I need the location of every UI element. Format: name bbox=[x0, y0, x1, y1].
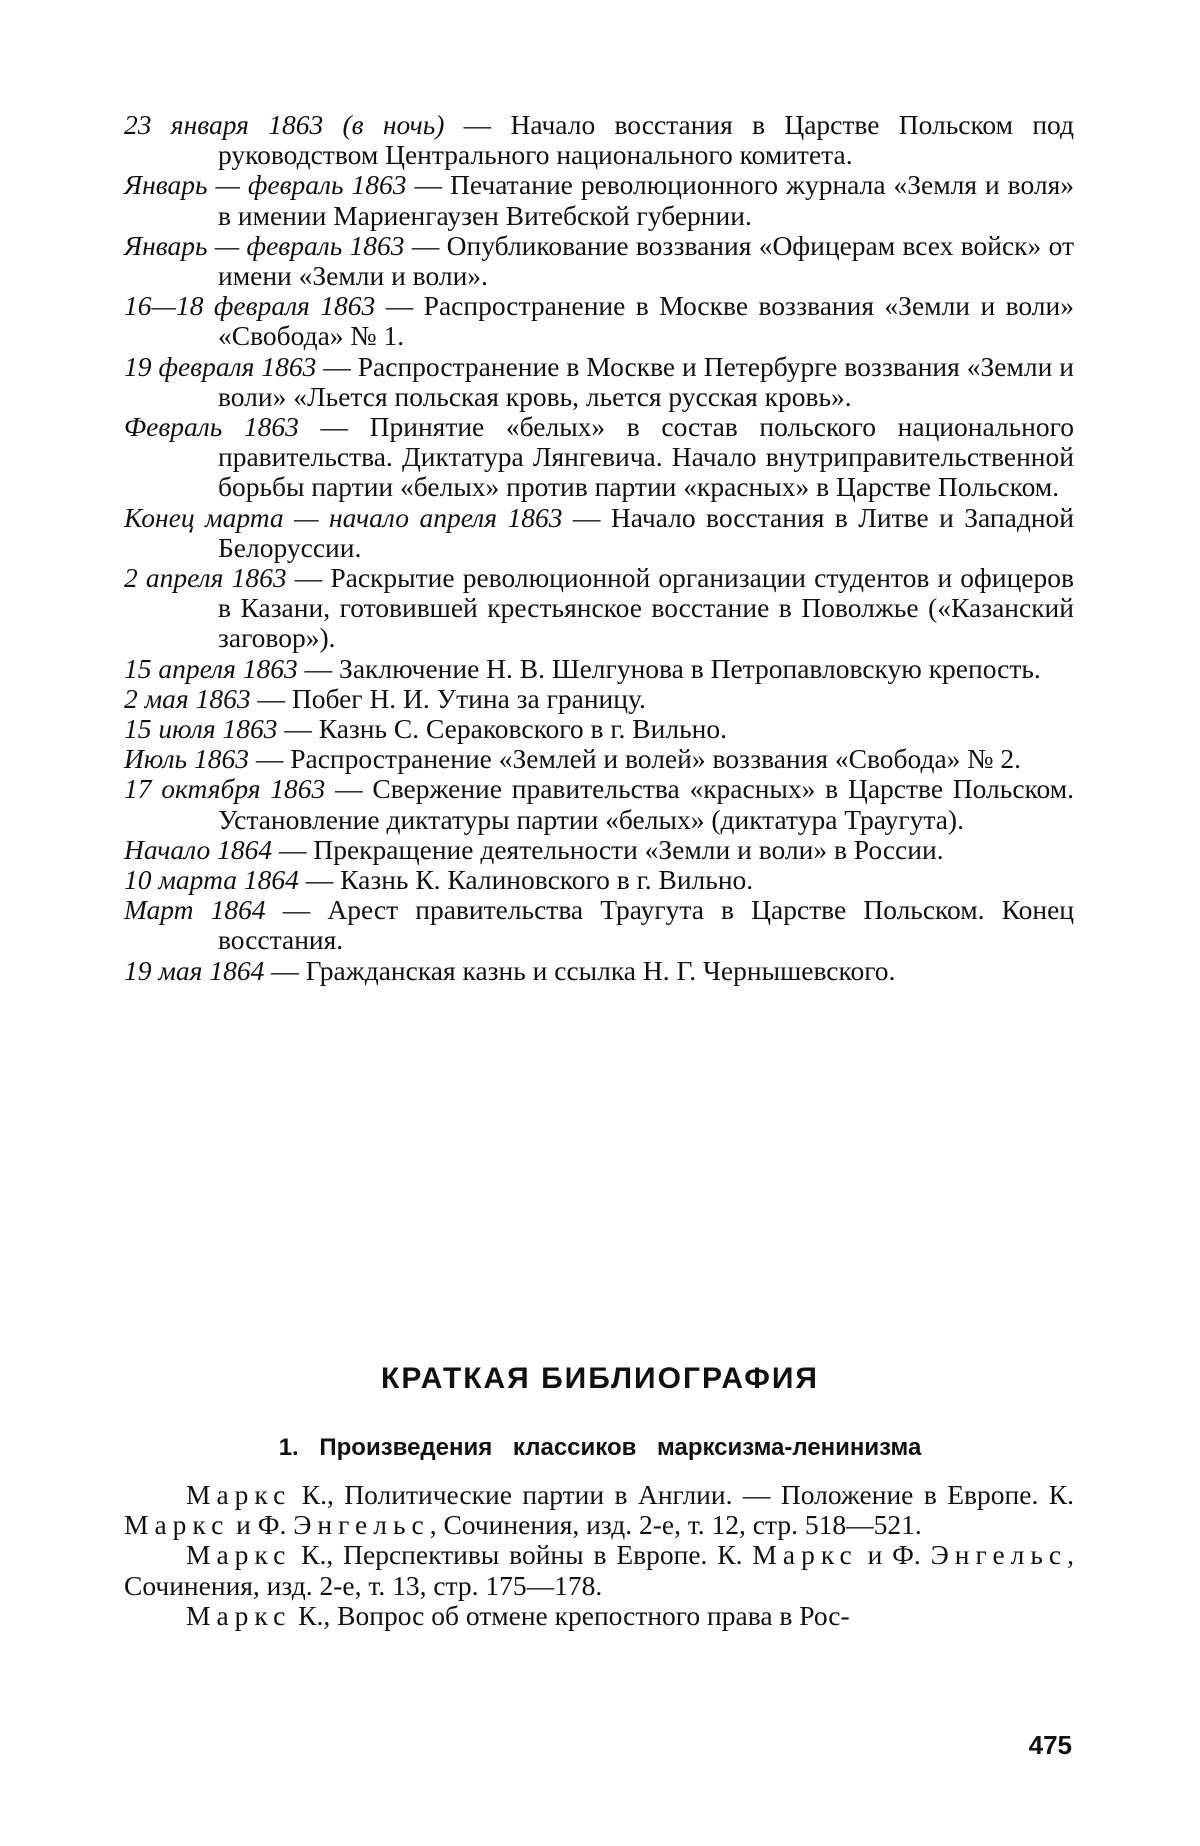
entry-text: — Распространение в Москве и Петербурге воззвания «Земли и воли» «Льется польская кровь, льется русская кровь». bbox=[218, 351, 1074, 412]
entry-date: 15 июля 1863 bbox=[124, 713, 277, 744]
bibliography-entry bbox=[124, 1480, 1074, 1540]
chronology-entry bbox=[124, 865, 1074, 895]
author-name: Энгельс bbox=[931, 1539, 1067, 1570]
chronology-list bbox=[124, 110, 1074, 986]
entry-text: — Принятие «белых» в состав польского национального правительства. Диктатура Лянгевича. Начало внутриправительственной борьбы партии «белых» против партии «красных» в Царстве Польском. bbox=[218, 411, 1074, 502]
entry-text: — Распространение «Землей и волей» воззвания «Свобода» № 2. bbox=[249, 743, 1021, 774]
entry-date: 2 мая 1863 bbox=[124, 683, 251, 714]
author-name: Маркс bbox=[752, 1539, 857, 1570]
entry-text: и Ф. bbox=[229, 1509, 293, 1540]
bibliography-entry bbox=[124, 1601, 1074, 1631]
chronology-entry bbox=[124, 110, 1074, 170]
entry-text: К., Вопрос об отмене крепостного права в Рос- bbox=[291, 1600, 849, 1631]
entry-text: — Печатание революционного журнала «Земля и воля» в имении Мариенгаузен Витебской губернии. bbox=[218, 169, 1074, 230]
entry-text: — Распространение в Москве воззвания «Земли и воли» «Свобода» № 1. bbox=[218, 290, 1074, 351]
author-name: Маркс bbox=[186, 1600, 291, 1631]
chronology-entry bbox=[124, 835, 1074, 865]
entry-date: 19 февраля 1863 bbox=[124, 351, 316, 382]
entry-date: 16—18 февраля 1863 bbox=[124, 290, 375, 321]
author-name: Маркс bbox=[124, 1509, 229, 1540]
chronology-entry bbox=[124, 774, 1074, 834]
entry-date: 15 апреля 1863 bbox=[124, 653, 298, 684]
entry-text: — Начало восстания в Царстве Польском под руководством Центрального национального комитета. bbox=[218, 109, 1074, 170]
entry-date: 10 марта 1864 bbox=[124, 864, 299, 895]
chronology-entry bbox=[124, 352, 1074, 412]
bibliography-list bbox=[124, 1480, 1074, 1631]
chronology-entry bbox=[124, 895, 1074, 955]
entry-text: — Свержение правительства «красных» в Царстве Польском. Установление диктатуры партии «белых» (диктатура Траугута). bbox=[218, 773, 1074, 834]
bibliography-entry bbox=[124, 1540, 1074, 1600]
entry-text: , Сочинения, изд. 2-е, т. 12, стр. 518—521. bbox=[430, 1509, 922, 1540]
chronology-entry bbox=[124, 231, 1074, 291]
author-name: Энгельс bbox=[293, 1509, 429, 1540]
entry-text: — Казнь С. Сераковского в г. Вильно. bbox=[277, 713, 727, 744]
entry-text: — Опубликование воззвания «Офицерам всех войск» от имени «Земли и воли». bbox=[218, 230, 1074, 291]
entry-text: — Раскрытие революционной организации студентов и офицеров в Казани, готовившей крестьянское восстание в Поволжье («Казанский заговор»). bbox=[218, 562, 1074, 653]
entry-date: 23 января 1863 (в ночь) bbox=[124, 109, 444, 140]
book-page bbox=[0, 0, 1200, 1846]
entry-date: Конец марта — начало апреля 1863 bbox=[124, 502, 562, 533]
entry-date: Февраль 1863 bbox=[124, 411, 299, 442]
author-name: Маркс bbox=[186, 1539, 291, 1570]
bibliography-section-title: 1. Произведения классиков марксизма-ленинизма bbox=[0, 1434, 1200, 1462]
entry-date: 2 апреля 1863 bbox=[124, 562, 287, 593]
entry-date: Январь — февраль 1863 bbox=[124, 230, 405, 261]
chronology-entry bbox=[124, 956, 1074, 986]
entry-text: — Побег Н. И. Утина за границу. bbox=[251, 683, 646, 714]
entry-text: К., Перспективы войны в Европе. К. bbox=[291, 1539, 752, 1570]
entry-text: , Сочинения, изд. 2-е, т. 13, стр. 175—178. bbox=[124, 1539, 1074, 1600]
entry-date: Июль 1863 bbox=[124, 743, 249, 774]
chronology-entry bbox=[124, 291, 1074, 351]
page-number: 475 bbox=[1029, 1730, 1072, 1761]
entry-text: — Прекращение деятельности «Земли и воли» в России. bbox=[272, 834, 944, 865]
entry-text: — Заключение Н. В. Шелгунова в Петропавловскую крепость. bbox=[298, 653, 1041, 684]
entry-text: — Казнь К. Калиновского в г. Вильно. bbox=[299, 864, 753, 895]
entry-text: К., Политические партии в Англии. — Положение в Европе. К. bbox=[291, 1479, 1074, 1510]
entry-text: — Арест правительства Траугута в Царстве Польском. Конец восстания. bbox=[218, 894, 1074, 955]
chronology-entry bbox=[124, 714, 1074, 744]
chronology-entry bbox=[124, 654, 1074, 684]
chronology-entry bbox=[124, 412, 1074, 503]
entry-text: — Начало восстания в Литве и Западной Белоруссии. bbox=[218, 502, 1074, 563]
entry-date: Начало 1864 bbox=[124, 834, 272, 865]
chronology-entry bbox=[124, 684, 1074, 714]
chronology-entry bbox=[124, 503, 1074, 563]
chronology-entry bbox=[124, 170, 1074, 230]
author-name: Маркс bbox=[186, 1479, 291, 1510]
entry-date: 19 мая 1864 bbox=[124, 955, 264, 986]
entry-date: Март 1864 bbox=[124, 894, 266, 925]
entry-date: Январь — февраль 1863 bbox=[124, 169, 407, 200]
bibliography-title: КРАТКАЯ БИБЛИОГРАФИЯ bbox=[0, 1362, 1200, 1396]
chronology-entry bbox=[124, 563, 1074, 654]
entry-text: — Гражданская казнь и ссылка Н. Г. Чернышевского. bbox=[264, 955, 895, 986]
entry-date: 17 октября 1863 bbox=[124, 773, 325, 804]
chronology-entry bbox=[124, 744, 1074, 774]
entry-text: и Ф. bbox=[858, 1539, 931, 1570]
